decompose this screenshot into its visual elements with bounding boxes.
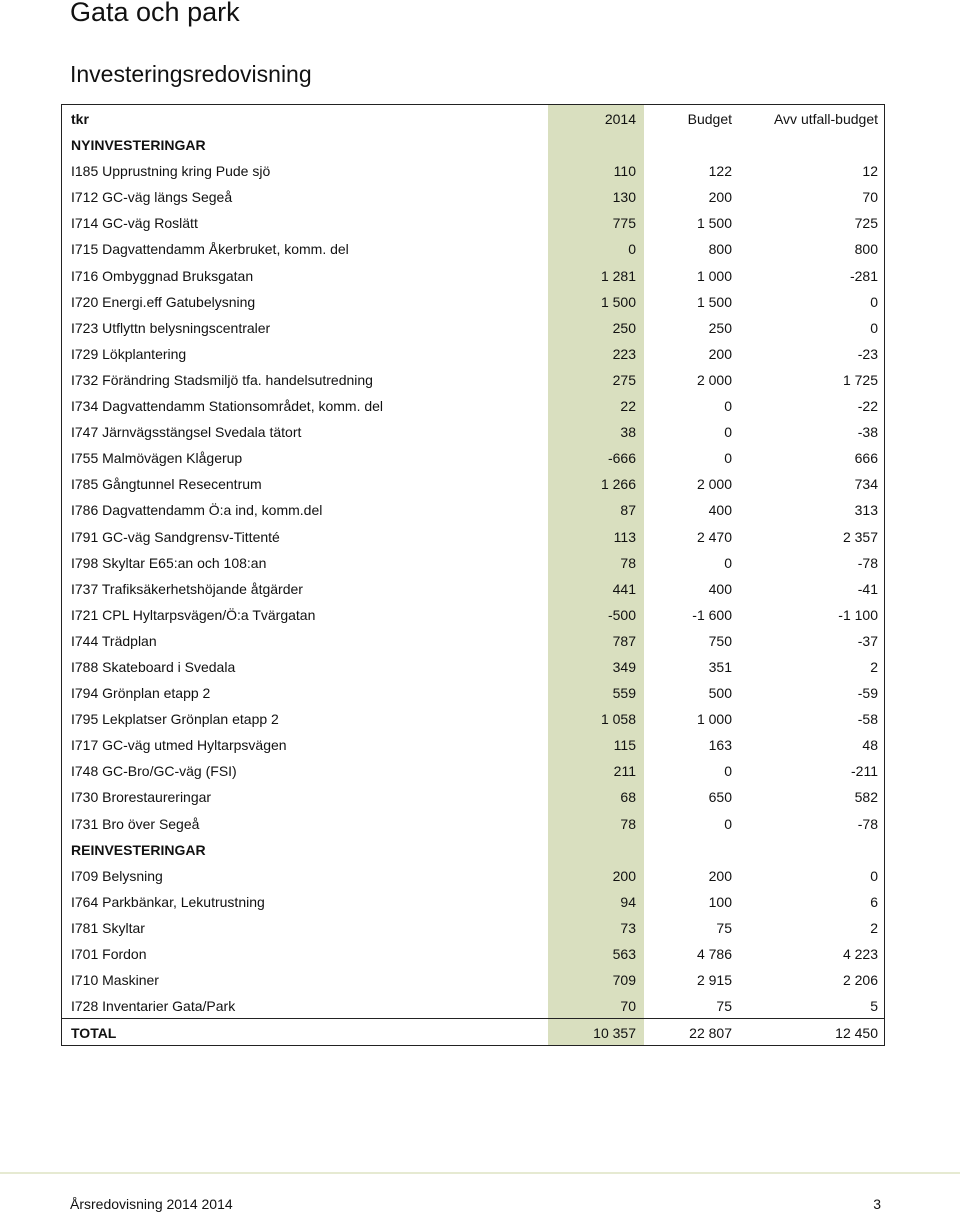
row-budget: 200 xyxy=(708,345,732,362)
row-label: I717 GC-väg utmed Hyltarpsvägen xyxy=(71,737,287,754)
table-row xyxy=(62,183,884,209)
row-budget: 0 xyxy=(724,424,732,441)
row-budget: 163 xyxy=(708,737,732,754)
row-budget: 750 xyxy=(708,632,732,649)
table-row xyxy=(62,888,884,914)
row-avv: 2 206 xyxy=(842,972,878,989)
row-2014 xyxy=(548,836,644,862)
row-avv: 0 xyxy=(870,319,878,336)
row-avv: -211 xyxy=(851,763,878,780)
row-label: I731 Bro över Segeå xyxy=(71,815,200,832)
row-label: I715 Dagvattendamm Åkerbruket, komm. del xyxy=(71,241,349,258)
row-budget: 2 470 xyxy=(696,528,732,545)
row-label: I729 Lökplantering xyxy=(71,345,187,362)
row-avv: -38 xyxy=(857,424,878,441)
table-section-row xyxy=(62,836,884,862)
table-row xyxy=(62,731,884,757)
row-budget: 500 xyxy=(708,685,732,702)
row-budget: 100 xyxy=(708,893,732,910)
header-tkr: tkr xyxy=(71,111,89,127)
total-budget: 22 807 xyxy=(689,1025,732,1042)
row-avv: 5 xyxy=(870,998,878,1015)
table-row xyxy=(62,549,884,575)
page-number: 3 xyxy=(873,1196,881,1212)
row-budget: 0 xyxy=(724,763,732,780)
row-label: I785 Gångtunnel Resecentrum xyxy=(71,476,262,493)
row-label: I723 Utflyttn belysningscentraler xyxy=(71,319,271,336)
row-avv: 313 xyxy=(854,502,878,519)
row-budget: 2 915 xyxy=(696,972,732,989)
row-avv: -22 xyxy=(857,398,878,415)
table-row xyxy=(62,314,884,340)
table-row xyxy=(62,705,884,731)
row-2014: 709 xyxy=(612,972,636,989)
row-budget: 0 xyxy=(724,398,732,415)
row-label: I788 Skateboard i Svedala xyxy=(71,658,236,675)
row-2014: 559 xyxy=(612,685,636,702)
row-label: I748 GC-Bro/GC-väg (FSI) xyxy=(71,763,237,780)
row-label: I720 Energi.eff Gatubelysning xyxy=(71,293,256,310)
row-2014: 130 xyxy=(612,189,636,206)
table-row xyxy=(62,575,884,601)
row-avv: 582 xyxy=(854,789,878,806)
row-budget: 800 xyxy=(708,241,732,258)
row-2014: 441 xyxy=(612,580,636,597)
row-budget: 650 xyxy=(708,789,732,806)
row-avv: 4 223 xyxy=(842,946,878,962)
investment-table xyxy=(61,104,885,1046)
row-label: I730 Brorestaureringar xyxy=(71,789,212,806)
header-2014: 2014 xyxy=(604,111,636,127)
row-budget: 1 500 xyxy=(696,215,732,232)
row-2014: 563 xyxy=(612,946,636,962)
row-budget: 1 000 xyxy=(696,711,732,728)
row-budget: 2 000 xyxy=(696,371,732,388)
table-row xyxy=(62,966,884,992)
row-budget: 400 xyxy=(708,580,732,597)
table-row xyxy=(62,653,884,679)
row-budget: 1 000 xyxy=(696,267,732,284)
row-label: I795 Lekplatser Grönplan etapp 2 xyxy=(71,711,279,728)
row-avv: 48 xyxy=(862,737,878,754)
row-avv: 6 xyxy=(870,893,878,910)
row-2014: 200 xyxy=(612,867,636,884)
row-budget xyxy=(644,836,744,862)
table-row xyxy=(62,262,884,288)
row-avv: -58 xyxy=(857,711,878,728)
table-header-row xyxy=(62,105,884,131)
row-label: I755 Malmövägen Klågerup xyxy=(71,450,243,467)
row-budget: 200 xyxy=(708,189,732,206)
table-row xyxy=(62,810,884,836)
table-row xyxy=(62,757,884,783)
row-label: I744 Trädplan xyxy=(71,632,157,649)
row-label: I716 Ombyggnad Bruksgatan xyxy=(71,267,254,284)
row-label: I781 Skyltar xyxy=(71,919,145,936)
row-avv: 0 xyxy=(870,867,878,884)
row-avv: -41 xyxy=(857,580,878,597)
row-2014: 22 xyxy=(620,398,636,415)
row-label: I712 GC-väg längs Segeå xyxy=(71,189,233,206)
table-row xyxy=(62,627,884,653)
row-label: I734 Dagvattendamm Stationsområdet, komm. del xyxy=(71,398,384,415)
row-label: I185 Upprustning kring Pude sjö xyxy=(71,163,271,180)
row-avv: -78 xyxy=(857,554,878,571)
row-2014: 94 xyxy=(620,893,636,910)
row-label: I737 Trafiksäkerhetshöjande åtgärder xyxy=(71,580,303,597)
row-2014: 87 xyxy=(620,502,636,519)
row-budget: 351 xyxy=(708,658,732,675)
section-title: Investeringsredovisning xyxy=(70,61,312,87)
row-avv: -78 xyxy=(857,815,878,832)
row-avv: -37 xyxy=(857,632,878,649)
table-row xyxy=(62,418,884,444)
row-label: I798 Skyltar E65:an och 108:an xyxy=(71,554,267,571)
row-label: I714 GC-väg Roslätt xyxy=(71,215,198,232)
row-label: I747 Järnvägsstängsel Svedala tätort xyxy=(71,424,302,441)
row-2014: 1 281 xyxy=(600,267,636,284)
row-avv: 0 xyxy=(870,293,878,310)
total-label: TOTAL xyxy=(71,1025,117,1042)
table-row xyxy=(62,601,884,627)
page-title: Gata och park xyxy=(70,0,240,27)
row-2014: 68 xyxy=(620,789,636,806)
row-budget: 4 786 xyxy=(696,946,732,962)
header-avv: Avv utfall-budget xyxy=(773,111,878,127)
row-budget: 75 xyxy=(716,919,732,936)
table-row xyxy=(62,209,884,235)
row-avv: -1 100 xyxy=(838,606,878,623)
table-section-row xyxy=(62,131,884,157)
footer-report-name: Årsredovisning 2014 2014 xyxy=(70,1196,233,1212)
table-total-row xyxy=(62,1018,884,1045)
row-label: I710 Maskiner xyxy=(71,972,159,989)
row-budget: 400 xyxy=(708,502,732,519)
table-row xyxy=(62,523,884,549)
table-row xyxy=(62,470,884,496)
row-2014: 275 xyxy=(612,371,636,388)
row-2014: 250 xyxy=(612,319,636,336)
row-avv: 666 xyxy=(854,450,878,467)
row-budget: 250 xyxy=(708,319,732,336)
table-row xyxy=(62,496,884,522)
row-avv: -281 xyxy=(849,267,878,284)
row-label: I732 Förändring Stadsmiljö tfa. handelsutredning xyxy=(71,371,373,388)
footer-divider xyxy=(0,1172,960,1174)
table-row xyxy=(62,340,884,366)
row-2014: 1 058 xyxy=(600,711,636,728)
row-label: I786 Dagvattendamm Ö:a ind, komm.del xyxy=(71,502,323,519)
row-label: I728 Inventarier Gata/Park xyxy=(71,998,236,1015)
row-avv: 1 725 xyxy=(842,371,878,388)
row-label: I701 Fordon xyxy=(71,946,147,962)
row-budget: 0 xyxy=(724,554,732,571)
row-avv: 734 xyxy=(854,476,878,493)
row-2014: 38 xyxy=(620,424,636,441)
table-row xyxy=(62,940,884,966)
row-avv xyxy=(744,836,884,862)
table-row xyxy=(62,157,884,183)
row-avv: 2 xyxy=(870,919,878,936)
row-avv: 70 xyxy=(862,189,878,206)
row-2014: -500 xyxy=(607,606,636,623)
row-2014: 1 500 xyxy=(600,293,636,310)
row-budget: 2 000 xyxy=(696,476,732,493)
row-label: I791 GC-väg Sandgrensv-Tittenté xyxy=(71,528,280,545)
row-2014: 223 xyxy=(612,345,636,362)
row-2014: 73 xyxy=(620,919,636,936)
row-avv: -23 xyxy=(857,345,878,362)
row-budget: 0 xyxy=(724,815,732,832)
row-avv: 800 xyxy=(854,241,878,258)
row-label: I721 CPL Hyltarpsvägen/Ö:a Tvärgatan xyxy=(71,606,316,623)
row-2014: 787 xyxy=(612,632,636,649)
table-row xyxy=(62,288,884,314)
row-label: NYINVESTERINGAR xyxy=(71,137,206,154)
table-body xyxy=(62,131,884,1018)
table-row xyxy=(62,992,884,1018)
row-avv: 2 xyxy=(870,658,878,675)
table-row xyxy=(62,783,884,809)
row-2014: 211 xyxy=(613,763,636,780)
row-avv: 12 xyxy=(862,163,878,180)
table-row xyxy=(62,862,884,888)
row-budget: 0 xyxy=(724,450,732,467)
row-budget: -1 600 xyxy=(692,606,732,623)
table-row xyxy=(62,235,884,261)
row-2014: 0 xyxy=(628,241,636,258)
table-row xyxy=(62,392,884,418)
table-row xyxy=(62,366,884,392)
total-2014: 10 357 xyxy=(593,1025,636,1042)
row-2014: 78 xyxy=(620,815,636,832)
row-2014: -666 xyxy=(607,450,636,467)
row-label: I794 Grönplan etapp 2 xyxy=(71,685,211,702)
row-avv: 2 357 xyxy=(842,528,878,545)
row-budget xyxy=(644,131,744,157)
row-2014: 110 xyxy=(613,163,636,180)
row-2014: 78 xyxy=(620,554,636,571)
row-2014: 349 xyxy=(612,658,636,675)
row-label: I709 Belysning xyxy=(71,867,163,884)
row-budget: 122 xyxy=(708,163,732,180)
row-budget: 1 500 xyxy=(696,293,732,310)
table-row xyxy=(62,679,884,705)
row-2014: 113 xyxy=(613,528,636,545)
row-budget: 75 xyxy=(716,998,732,1015)
table-row xyxy=(62,444,884,470)
total-avv: 12 450 xyxy=(835,1025,878,1042)
row-avv: 725 xyxy=(854,215,878,232)
table-row xyxy=(62,914,884,940)
row-2014: 115 xyxy=(613,737,636,754)
row-2014: 1 266 xyxy=(600,476,636,493)
row-budget: 200 xyxy=(708,867,732,884)
header-budget: Budget xyxy=(687,111,732,127)
row-2014 xyxy=(548,131,644,157)
row-label: I764 Parkbänkar, Lekutrustning xyxy=(71,893,265,910)
row-label: REINVESTERINGAR xyxy=(71,841,206,858)
row-2014: 70 xyxy=(620,998,636,1015)
row-avv: -59 xyxy=(857,685,878,702)
row-avv xyxy=(744,131,884,157)
row-2014: 775 xyxy=(612,215,636,232)
